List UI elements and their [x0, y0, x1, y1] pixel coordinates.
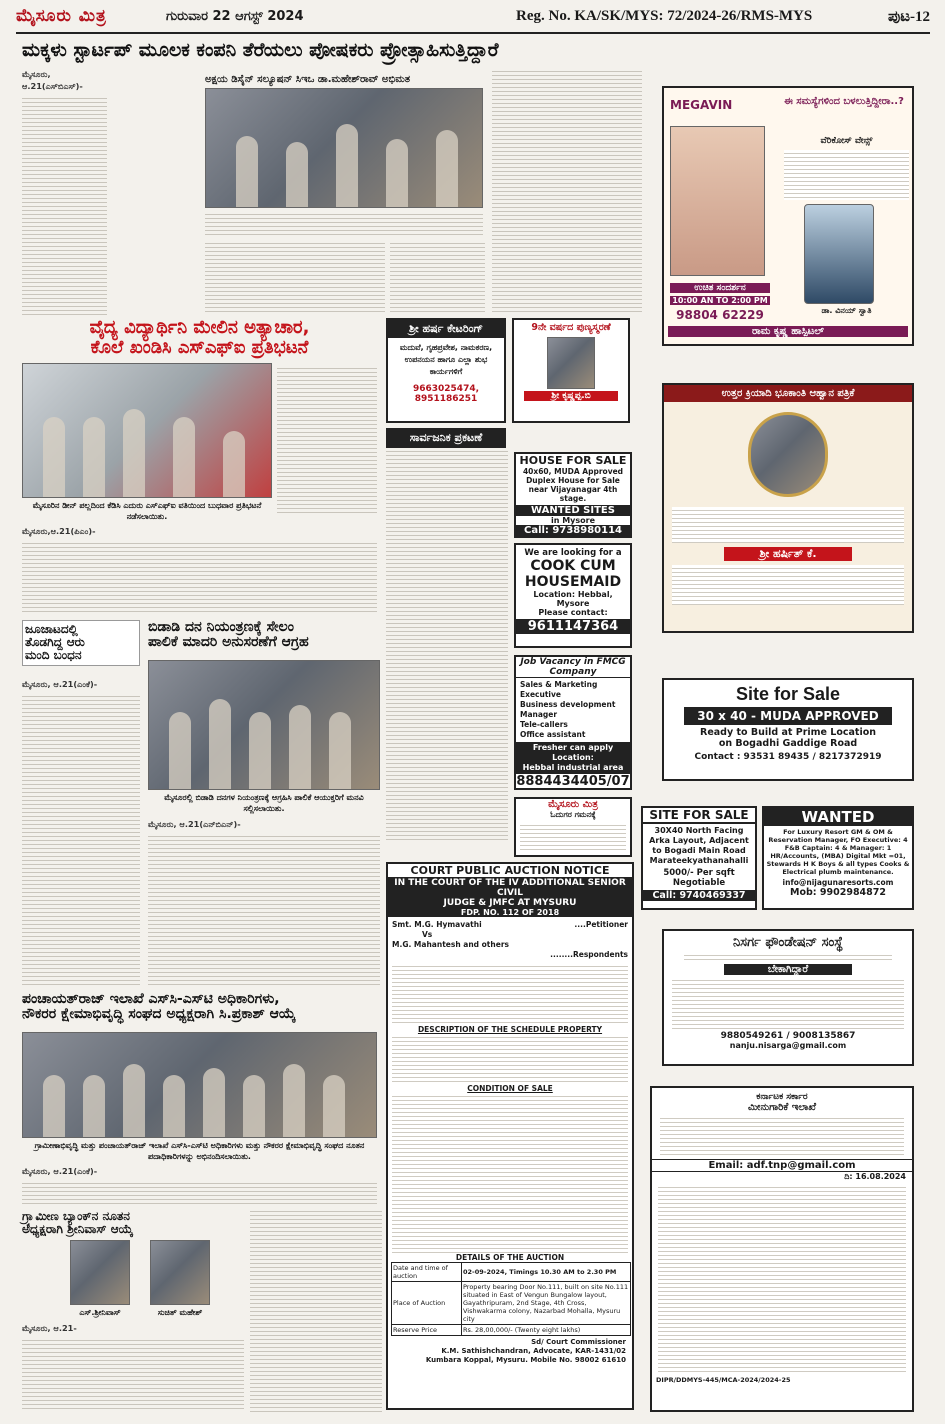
- fmcg-note: Fresher can apply: [532, 743, 614, 752]
- sfi-photo-caption: ಮೈಸೂರಿನ ಡೀನ್ ಪಲ್ಲದಿಂದ ಕೆಡಿಸಿ ಎದುರು ಎಸ್‌ಎಫ್‌ಐ ವತಿಯಿಂದ ಬುಧವಾರ ಪ್ರತಿಭಟನೆ ನಡೆಸಲಾಯಿತು.: [32, 501, 262, 521]
- fmcg-item: Tele-callers: [520, 720, 568, 729]
- stray-photo-caption: ಮೈಸೂರಲ್ಲಿ ಬಿಡಾಡಿ ದನಗಳ ನಿಯಂತ್ರಣಕ್ಕೆ ಆಗ್ರಹಿಸಿ ಪಾಲಿಕೆ ಆಯುಕ್ತರಿಗೆ ಮನವಿ ಸಲ್ಲಿಸಲಾಯಿತು.: [164, 793, 364, 813]
- startup-subhead: ಅಕ್ಷಯ ಡಿಸೈನ್ ಸಲ್ಯೂಷನ್ ಸಿಇಒ ಡಾ.ಮಹೇಶ್‌ರಾವ್ ಅಭಿಮತ: [205, 74, 411, 85]
- megavin-time: 10:00 AN TO 2:00 PM: [670, 296, 770, 305]
- punyasmarane-title: 9ನೇ ವರ್ಷದ ಪುಣ್ಯಸ್ಮರಣೆ: [531, 322, 611, 333]
- site-sale2-title: SITE FOR SALE: [643, 808, 755, 824]
- house-sale-phone: Call: 9738980114: [516, 525, 630, 536]
- bank-dateline: ಮೈಸೂರು, ಆ.21-: [22, 1323, 77, 1333]
- megavin-brand: MEGAVIN: [670, 98, 733, 112]
- bank-person-2-name: ಸುಚಿತ್ ಮಹೇಶ್: [157, 1308, 203, 1317]
- sfi-story-body: [22, 525, 377, 613]
- gambling-story-body: [22, 678, 140, 988]
- wanted-sites-sub: in Mysore: [550, 516, 596, 525]
- megavin-hospital: ರಾಮ ಕೃಷ್ಣ ಹಾಸ್ಪಿಟಲ್: [668, 326, 908, 337]
- issue-date: ಗುರುವಾರ 22 ಆಗಸ್ಟ್ 2024: [166, 9, 304, 24]
- startup-photo-caption: [205, 211, 483, 235]
- bank-headline-line2: ಅಧ್ಯಕ್ಷರಾಗಿ ಶ್ರೀನಿವಾಸ್ ಆಯ್ಕೆ: [22, 1222, 134, 1237]
- site-for-sale-ad: [662, 678, 914, 781]
- court-case-no: FDP. NO. 112 OF 2018: [388, 908, 632, 917]
- newspaper-logo: ಮೈಸೂರು ಮಿತ್ರ: [16, 6, 107, 26]
- wanted-sites-banner: WANTED SITES: [516, 505, 630, 516]
- court-petitioner: Smt. M.G. Hymavathi: [392, 920, 482, 929]
- gambling-dateline: ಮೈಸೂರು, ಆ.21(ಎಂಕೆ)-: [22, 679, 98, 689]
- stray-event-photo: [148, 660, 380, 790]
- court-details-title: DETAILS OF THE AUCTION: [455, 1253, 565, 1262]
- shraddhanjali-title: ಉತ್ತರ ಕ್ರಿಯಾದಿ ಭೂಕಾಂತಿ ಆಹ್ವಾನ ಪತ್ರಿಕೆ: [664, 385, 912, 402]
- doctor-portrait: [804, 204, 874, 304]
- house-sale-title: HOUSE FOR SALE: [519, 454, 627, 467]
- nisarga-sub: ಬೇಕಾಗಿದ್ದಾರೆ: [724, 964, 852, 975]
- court-schedule-title: DESCRIPTION OF THE SCHEDULE PROPERTY: [417, 1025, 603, 1034]
- page-number: ಪುಟ-12: [887, 9, 930, 25]
- sri-harsha-body: ಮದುವೆ, ಗೃಹಪ್ರವೇಶ, ನಾಮಕರಣ, ಉಪನಯನ ಹಾಗೂ ಎಲ್ಲಾ ಶುಭ ಕಾರ್ಯಗಳಿಗೆ: [399, 343, 493, 376]
- sfi-headline-line2: ಕೊಲೆ ಖಂಡಿಸಿ ಎಸ್‌ಎಫ್‌ಐ ಪ್ರತಿಭಟನೆ: [90, 336, 309, 358]
- house-for-sale-ad: [514, 452, 632, 538]
- stray-headline: [148, 620, 380, 651]
- court-auction-table: [391, 1262, 631, 1336]
- housemaid-line2: COOK CUM: [530, 558, 616, 574]
- wanted-resort-ad: [762, 806, 914, 910]
- tender-line2: ಮೀನುಗಾರಿಕೆ ಇಲಾಖೆ: [748, 1102, 816, 1113]
- housemaid-location: Location: Hebbal, Mysore: [533, 590, 613, 608]
- gambling-headline-line1: ಜೂಜಾಟದಲ್ಲಿ: [25, 622, 78, 636]
- sfi-dateline: ಮೈಸೂರು,ಆ.21(ಪಿಎಂ)-: [22, 526, 96, 536]
- site-sale2-price: 5000/- Per sqft Negotiable: [663, 868, 735, 888]
- fmcg-item: Office assistant: [520, 730, 586, 739]
- registration-number: Reg. No. KA/SK/MYS: 72/2024-26/RMS-MYS: [516, 8, 813, 24]
- bank-story-body: [22, 1322, 244, 1412]
- fmcg-item: Sales & Marketing Executive: [520, 680, 598, 699]
- sri-harsha-catering-ad: [386, 318, 506, 423]
- nisarga-foundation-ad: [662, 929, 914, 1066]
- court-vs: Vs: [422, 930, 433, 939]
- site-for-sale-2-ad: [641, 806, 757, 910]
- panchayat-story-body: [22, 1165, 377, 1205]
- bank-headline: [22, 1210, 242, 1236]
- auction-row-value: 02-09-2024, Timings 10.30 AM to 2.30 PM: [462, 1263, 631, 1282]
- table-row: [392, 1263, 631, 1282]
- panchayat-group-photo: [22, 1032, 377, 1138]
- sfi-protest-photo: [22, 363, 272, 498]
- gambling-headline: [22, 620, 140, 666]
- sfi-story-side-column: [277, 365, 377, 515]
- fmcg-job-ad: [514, 655, 632, 790]
- wanted-mob: Mob: 9902984872: [790, 887, 886, 898]
- startup-event-photo: [205, 88, 483, 208]
- sfi-headline: [22, 318, 377, 358]
- startup-story-body: [205, 240, 385, 314]
- shraddhanjali-name: ಶ್ರೀ ಹರ್ಷಿತ್ ಕೆ.: [724, 547, 852, 561]
- bank-portrait-1: [70, 1240, 130, 1305]
- mitra-box-title: ಮೈಸೂರು ಮಿತ್ರ: [548, 799, 598, 810]
- bank-portrait-2: [150, 1240, 210, 1305]
- megavin-question: ಈ ಸಮಸ್ಯೆಗಳಿಂದ ಬಳಲುತ್ತಿದ್ದೀರಾ..?: [784, 96, 904, 107]
- megavin-doctor: ಡಾ. ವಿನಯ್ ಸ್ವಾತಿ: [821, 306, 872, 315]
- housemaid-ad: [514, 543, 632, 648]
- auction-row-value: Property bearing Door No.111, built on site No.111 situated in East of Vengun Bungalow layout, Gayathripuram, 2nd Stage, 4th Cross, Vishwakarma colony, Nazarbad Mohalla, Mysuru city: [462, 1282, 631, 1325]
- auction-row-label: Reserve Price: [392, 1325, 462, 1336]
- startup-story-body-2: [390, 240, 485, 314]
- mitra-box-subtitle: ಓದುಗರ ಗಮನಕ್ಕೆ: [550, 810, 596, 819]
- fmcg-location: Hebbal industrial area: [522, 763, 624, 772]
- wanted-title: WANTED: [764, 808, 912, 826]
- table-row: [392, 1282, 631, 1325]
- site-sale2-phone: Call: 9740469337: [643, 890, 755, 901]
- tender-date: ದಿ: 16.08.2024: [844, 1172, 906, 1181]
- stray-story-body: [148, 818, 380, 988]
- court-condition-title: CONDITION OF SALE: [467, 1084, 553, 1093]
- tender-ref: DIPR/DDMYS-445/MCA-2024/2024-25: [656, 1376, 791, 1384]
- court-header: COURT PUBLIC AUCTION NOTICE: [388, 864, 632, 878]
- site-sale2-body: 30X40 North Facing Arka Layout, Adjacent to Bogadi Main Road Marateekyathanahalli: [649, 826, 749, 865]
- nisarga-email: nanju.nisarga@gmail.com: [729, 1041, 847, 1050]
- bank-person-1-name: ಎಸ್.ಶ್ರೀನಿವಾಸ್: [79, 1308, 121, 1317]
- court-name-line2: JUDGE & JMFC AT MYSURU: [388, 898, 632, 908]
- nisarga-title: ನಿಸರ್ಗ ಫೌಂಡೇಷನ್ ಸಂಸ್ಥೆ: [732, 935, 844, 950]
- fmcg-item: Business development Manager: [520, 700, 616, 719]
- gambling-headline-line2: ತೊಡಗಿದ್ದ ಆರು: [25, 635, 85, 650]
- stray-dateline: ಮೈಸೂರು, ಆ.21(ಎನ್‌ಬಿಎನ್)-: [148, 819, 241, 829]
- punyasmarane-portrait: [547, 337, 595, 389]
- panchayat-headline-line2: ನೌಕರರ ಕ್ಷೇಮಾಭಿವೃದ್ಧಿ ಸಂಘದ ಅಧ್ಯಕ್ಷರಾಗಿ ಸಿ.ಪ್ರಕಾಶ್ ಆಯ್ಕೆ: [22, 1006, 296, 1023]
- court-petitioner-label: ....Petitioner: [574, 920, 628, 929]
- housemaid-contact-label: Please contact:: [538, 608, 608, 617]
- housemaid-line1: We are looking for a: [524, 548, 622, 558]
- auction-row-value: Rs. 28,00,000/- (Twenty eight lakhs): [462, 1325, 631, 1336]
- panchayat-story-right-column: [250, 1208, 382, 1413]
- sfi-headline-line1: ವೈದ್ಯ ವಿದ್ಯಾರ್ಥಿನಿ ಮೇಲಿನ ಅತ್ಯಾಚಾರ,: [89, 317, 310, 338]
- masthead: [16, 6, 930, 34]
- punyasmarane-ad: [512, 318, 630, 423]
- court-advocate: K.M. Sathishchandran, Advocate, KAR-1431/02: [441, 1347, 626, 1355]
- gambling-headline-line3: ಮಂದಿ ಬಂಧನ: [25, 648, 82, 663]
- startup-dateline: ಮೈಸೂರು, ಆ.21(ಎಸ್‌ಬಿಎಸ್)-: [22, 69, 83, 91]
- court-address: Kumbara Koppal, Mysuru. Mobile No. 98002 61610: [425, 1356, 626, 1364]
- site-sale-line2: on Bogadhi Gaddige Road: [718, 738, 858, 749]
- fmcg-items: [516, 678, 630, 742]
- panchayat-headline: [22, 992, 382, 1023]
- fisheries-tender-ad: [650, 1086, 914, 1412]
- megavin-free-camp: ಉಚಿತ ಸಂದರ್ಶನ: [670, 283, 770, 293]
- fmcg-title-line1: Job Vacancy in FMCG: [520, 657, 626, 667]
- auction-row-label: Place of Auction: [392, 1282, 462, 1325]
- stray-headline-line1: ಬಿಡಾಡಿ ದನ ನಿಯಂತ್ರಣಕ್ಕೆ ಸೇಲಂ: [148, 619, 294, 635]
- startup-story-right-column: [492, 68, 642, 314]
- court-name-line1: IN THE COURT OF THE IV ADDITIONAL SENIOR CIVIL: [388, 878, 632, 898]
- megavin-ad: [662, 86, 914, 346]
- house-sale-body: 40x60, MUDA Approved Duplex House for Sale near Vijayanagar 4th stage.: [522, 467, 624, 503]
- sri-harsha-phone: 9663025474, 8951186251: [412, 384, 480, 404]
- site-sale-title: Site for Sale: [735, 684, 841, 704]
- startup-headline: ಮಕ್ಕಳು ಸ್ಟಾರ್ಟಪ್ ಮೂಲಕ ಕಂಪನಿ ತೆರೆಯಲು ಪೋಷಕರು ಪ್ರೋತ್ಸಾಹಿಸುತ್ತಿದ್ದಾರೆ: [22, 39, 499, 61]
- stray-headline-line2: ಪಾಲಿಕೆ ಮಾದರಿ ಅನುಸರಣೆಗೆ ಆಗ್ರಹ: [148, 634, 309, 651]
- court-respondent-label: ........Respondents: [550, 950, 628, 959]
- panchayat-photo-caption: ಗ್ರಾಮೀಣಾಭಿವೃದ್ಧಿ ಮತ್ತು ಪಂಚಾಯತ್‌ರಾಜ್ ಇಲಾಖೆ ಎಸ್‌ಸಿ-ಎಸ್‌ಟಿ ಅಧಿಕಾರಿಗಳು ಮತ್ತು ನೌಕರರ ಕ್ಷೇಮಾಭಿವೃದ್ಧಿ ಸಂಘದ ನೂತನ ಪದಾಧಿಕಾರಿಗಳನ್ನು ಅಭಿನಂದಿಸಲಾಯಿತು.: [34, 1141, 365, 1161]
- fmcg-title-line2: Company: [516, 667, 630, 678]
- court-signature: Sd/ Court Commissioner: [531, 1338, 626, 1346]
- wanted-body: For Luxury Resort GM & OM & Reservation Manager, FO Executive: 4 F&B Captain: 4 & Manager: 1 HR/Accounts, (MBA) Digital Mkt =01, Stewards H K Boys & all types Cooks & Electrical plumb maintenance.: [766, 828, 910, 876]
- auction-row-label: Date and time of auction: [392, 1263, 462, 1282]
- punyasmarane-name: ಶ್ರೀ ಕೃಷ್ಣಪ್ಪ.ಬಿ: [524, 391, 618, 401]
- mitra-notice-box: [514, 797, 632, 857]
- tender-email: Email: adf.tnp@gmail.com: [652, 1159, 912, 1172]
- housemaid-phone: 9611147364: [516, 619, 630, 634]
- wanted-email: info@nijagunaresorts.com: [782, 878, 894, 887]
- megavin-phone: 98804 62229: [676, 308, 764, 322]
- fmcg-location-label: Location:: [552, 753, 594, 762]
- public-notice-title: ಸಾರ್ವಜನಿಕ ಪ್ರಕಟಣೆ: [386, 428, 506, 448]
- site-sale-contact: Contact : 93531 89435 / 8217372919: [694, 752, 882, 762]
- housemaid-line3: HOUSEMAID: [524, 574, 622, 590]
- site-sale-banner: 30 x 40 - MUDA APPROVED: [684, 707, 892, 725]
- public-notice-body: [386, 448, 508, 840]
- varicose-legs-photo: [670, 126, 765, 276]
- table-row: [392, 1325, 631, 1336]
- court-respondent: M.G. Mahantesh and others: [392, 940, 509, 949]
- sri-harsha-title: ಶ್ರೀ ಹರ್ಷ ಕೇಟರಿಂಗ್: [388, 320, 504, 338]
- fmcg-phone: 8884434405/07: [516, 774, 630, 789]
- tender-line1: ಕರ್ನಾಟಕ ಸರ್ಕಾರ: [756, 1092, 808, 1102]
- panchayat-headline-line1: ಪಂಚಾಯತ್‌ರಾಜ್ ಇಲಾಖೆ ಎಸ್‌ಸಿ-ಎಸ್‌ಟಿ ಅಧಿಕಾರಿಗಳು,: [22, 991, 280, 1007]
- court-auction-notice: [386, 862, 634, 1410]
- shraddhanjali-ad: [662, 383, 914, 633]
- panchayat-dateline: ಮೈಸೂರು, ಆ.21(ಎಂಕೆ)-: [22, 1166, 98, 1176]
- shraddhanjali-portrait: [748, 412, 828, 497]
- site-sale-line1: Ready to Build at Prime Location: [700, 727, 876, 738]
- megavin-problem: ವೆರಿಕೋಸ್ ವೇನ್ಸ್: [820, 136, 873, 146]
- startup-story-left-column: [22, 68, 107, 318]
- bank-headline-line1: ಗ್ರ್ಯಾಮೀಣ ಬ್ಯಾಂಕ್‌ನ ನೂತನ: [22, 1209, 130, 1223]
- nisarga-phone: 9880549261 / 9008135867: [720, 1031, 856, 1041]
